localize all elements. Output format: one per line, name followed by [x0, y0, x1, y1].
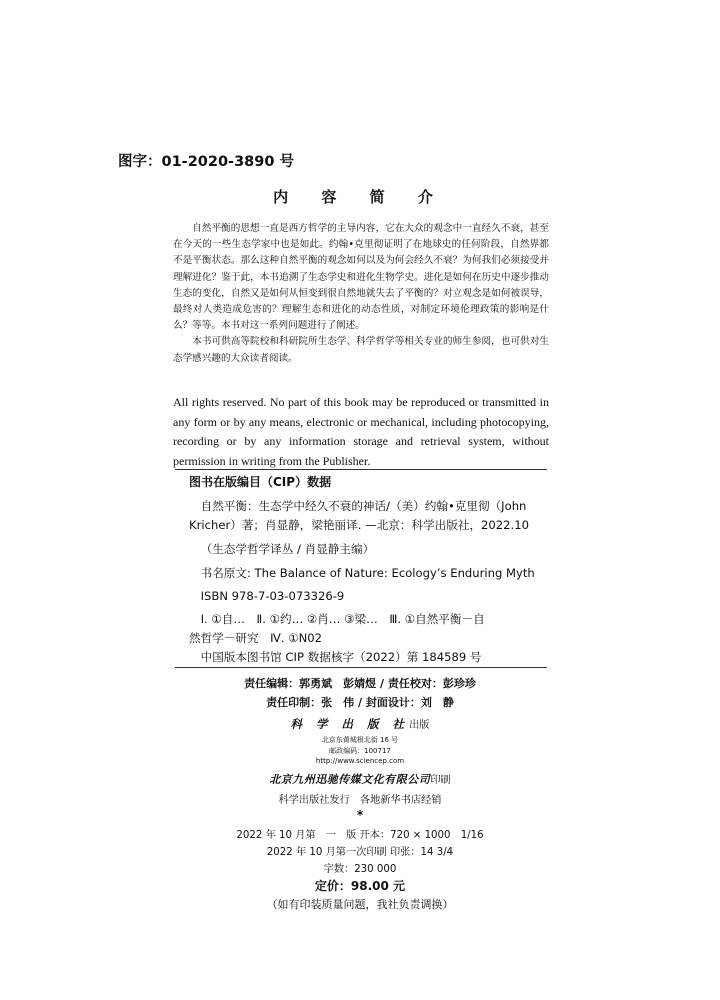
edition-line-2: 2022 年 10 月第一次印刷 印张：14 3/4 [266, 847, 454, 858]
summary-text [173, 221, 549, 367]
production-credits: 责任印制：张 伟 / 封面设计：刘 静 [266, 696, 454, 709]
cip-line-isbn: ISBN 978-7-03-073326-9 [200, 589, 345, 603]
cip-line-2: Kricher）著；肖显静，梁艳丽译. —北京：科学出版社，2022.10 [189, 518, 529, 532]
publisher-url: http://www.sciencep.com [315, 757, 405, 765]
cip-data-box [175, 469, 547, 668]
printer-line [0, 771, 720, 787]
publisher-name: 科 学 出 版 社 [290, 717, 410, 731]
publisher-suffix: 出版 [409, 720, 430, 731]
printer-suffix: 印刷 [430, 775, 451, 786]
cip-line-series: （生态学哲学译丛 / 肖显静主编） [200, 542, 375, 556]
price: 定价：98.00 元 [314, 879, 406, 893]
printer-name: 北京九州迅驰传媒文化有限公司 [269, 773, 431, 786]
publisher-postcode: 邮政编码：100717 [329, 747, 391, 755]
summary-title: 内 容 简 介 [273, 188, 447, 206]
quality-notice: （如有印装质量问题，我社负责调换） [266, 898, 454, 911]
cip-line-classification-1: Ⅰ. ①自… Ⅱ. ①约… ②肖… ③梁… Ⅲ. ①自然平衡－自 [200, 612, 485, 626]
cip-heading: 图书在版编目（CIP）数据 [189, 475, 332, 489]
publisher-address: 北京东黄城根北街 16 号 [321, 736, 399, 744]
distribution-line: 科学出版社发行 各地新华书店经销 [278, 795, 442, 806]
cip-line-1: 自然平衡：生态学中经久不衰的神话/（美）约翰•克里彻（John [200, 499, 527, 513]
cip-line-cip-number: 中国版本图书馆 CIP 数据核字（2022）第 184589 号 [200, 650, 482, 664]
separator-star: * [356, 808, 364, 822]
cip-line-original-title: 书名原文: The Balance of Nature: Ecology’s Enduring Myth [200, 566, 535, 580]
summary-paragraph-2: 本书可供高等院校和科研院所生态学、科学哲学等相关专业的师生参阅，也可供对生态学感兴趣的大众读者阅读。 [173, 336, 549, 364]
edition-line-1: 2022 年 10 月第 一 版 开本：720 × 1000 1/16 [236, 830, 484, 841]
publisher-line [0, 716, 720, 732]
rights-statement: All rights reserved. No part of this book may be reproduced or transmitted in any form or by any means, electronic or mechanical, including photocopying, recording or by any information storage and retrieval system, without permission in writing from the Publisher. [173, 395, 549, 468]
word-count: 字数：230 000 [323, 864, 397, 875]
cip-line-classification-2: 然哲学－研究 Ⅳ. ①N02 [189, 631, 323, 645]
summary-paragraph-1: 自然平衡的思想一直是西方哲学的主导内容，它在大众的观念中一直经久不衰，甚至在今天的一些生态学家中也是如此。约翰•克里彻证明了在地球史的任何阶段，自然界都不是平衡状态。那么这种自然平衡的观念如何以及为何会经久不衰？为何我们必须接受并理解进化？鉴于此，本书追溯了生态学史和进化生物学史。进化是如何在历史中逐步推动生态的变化，自然又是如何从恒变到很自然地就失去了平衡的？对立观念是如何被误导，最终对人类造成危害的？理解生态和进化的动态性质，对制定环境伦理政策的影响是什么？等等。本书对这一系列问题进行了阐述。 [173, 223, 549, 332]
editor-credits: 责任编辑：郭勇斌 彭婧煜 / 责任校对：彭珍珍 [244, 677, 476, 690]
registration-number: 图字：01-2020-3890 号 [118, 154, 294, 170]
